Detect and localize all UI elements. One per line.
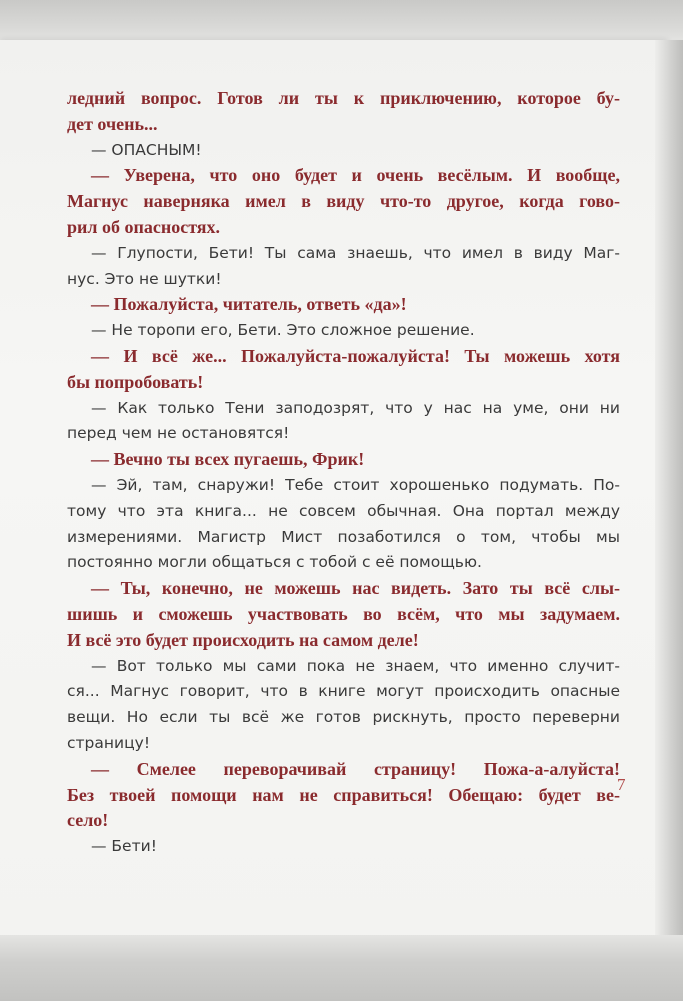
text-line: Магнус наверняка имел в виду что-то другое, когда гово- xyxy=(67,191,620,212)
dialogue-paragraph-red xyxy=(67,163,620,240)
text-line: шишь и сможешь участвовать во всём, что мы задумаем. xyxy=(67,603,620,624)
dialogue-paragraph-gray xyxy=(67,138,620,164)
text-line: постоянно могли общаться с тобой с её помощью. xyxy=(67,553,482,572)
text-line: ся... Магнус говорит, что в книге могут происходить опасные xyxy=(67,682,620,701)
dialogue-paragraph-red xyxy=(67,86,620,138)
text-line: ледний вопрос. Готов ли ты к приключению, которое бу- xyxy=(67,88,620,108)
dialogue-paragraph-gray xyxy=(67,318,620,344)
text-line: нус. Это не шутки! xyxy=(67,269,222,288)
dialogue-paragraph-gray xyxy=(67,396,620,448)
dialogue-paragraph-gray xyxy=(67,473,620,576)
text-line: страницу! xyxy=(67,733,151,752)
dialogue-paragraph-gray xyxy=(67,241,620,293)
page-body-text xyxy=(67,86,620,860)
text-line: — Не торопи его, Бети. Это сложное решение. xyxy=(91,321,475,340)
dialogue-paragraph-red xyxy=(67,292,620,318)
text-line: — Уверена, что оно будет и очень весёлым. И вообще, xyxy=(91,165,620,186)
text-line: тому что эта книга... не совсем обычная. Она портал между xyxy=(67,501,620,520)
text-line: — И всё же... Пожалуйста-пожалуйста! Ты можешь хотя xyxy=(91,345,620,366)
torn-paper-right-edge xyxy=(655,40,683,940)
text-line: — ОПАСНЫМ! xyxy=(91,140,202,159)
text-line: — Эй, там, снаружи! Тебе стоит хорошенько подумать. По- xyxy=(91,475,620,494)
dialogue-paragraph-red xyxy=(67,576,620,653)
text-line: И всё это будет происходить на самом деле! xyxy=(67,629,419,650)
text-line: рил об опасностях. xyxy=(67,216,221,237)
text-line: — Смелее переворачивай страницу! Пожа-а-алуйста! xyxy=(91,758,620,779)
dialogue-paragraph-red xyxy=(67,757,620,834)
dialogue-paragraph-red xyxy=(67,344,620,396)
text-line: Без твоей помощи нам не справиться! Обещаю: будет ве- xyxy=(67,784,620,805)
dialogue-paragraph-gray xyxy=(67,834,620,860)
dialogue-paragraph-red xyxy=(67,447,620,473)
text-line: — Пожалуйста, читатель, ответь «да»! xyxy=(91,294,407,315)
text-line: — Глупости, Бети! Ты сама знаешь, что имел в виду Маг- xyxy=(91,243,620,262)
text-line: вещи. Но если ты всё же готов рискнуть, просто переверни xyxy=(67,708,620,727)
text-line: перед чем не остановятся! xyxy=(67,424,290,443)
text-line: бы попробовать! xyxy=(67,371,204,392)
text-line: измерениями. Магистр Мист позаботился о том, чтобы мы xyxy=(67,527,620,546)
text-line: — Бети! xyxy=(91,837,157,856)
page-number: 7 xyxy=(617,775,626,794)
text-line: дет очень... xyxy=(67,113,158,134)
text-line: — Как только Тени заподозрят, что у нас на уме, они ни xyxy=(91,398,620,417)
dialogue-paragraph-gray xyxy=(67,654,620,757)
torn-paper-bottom-edge xyxy=(0,935,683,1001)
text-line: село! xyxy=(67,810,109,831)
text-line: — Вот только мы сами пока не знаем, что именно случит- xyxy=(91,656,620,675)
text-line: — Вечно ты всех пугаешь, Фрик! xyxy=(91,449,365,470)
text-line: — Ты, конечно, не можешь нас видеть. Зато ты всё слы- xyxy=(91,578,620,599)
